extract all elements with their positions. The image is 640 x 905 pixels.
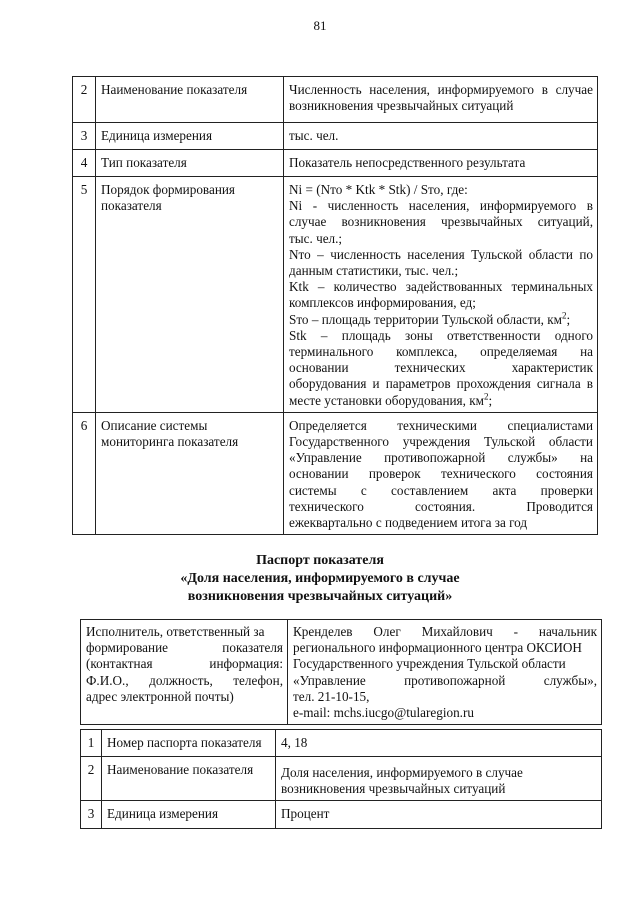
passport-subtitle: «Доля населения, информируемого в случае xyxy=(180,571,460,586)
value-line: Ni - численность населения, информируемого в xyxy=(289,198,593,214)
value-line: возникновения чрезвычайных ситуаций xyxy=(281,781,506,797)
value-line: Определяется техническими специалистами xyxy=(289,417,593,433)
value-line: комплексов информирования, ед; xyxy=(289,295,476,311)
row-label: Наименование показателя xyxy=(102,757,276,801)
value-line: Кренделев Олег Михайлович - начальник xyxy=(293,624,597,639)
passport-title: Паспорт показателя xyxy=(256,553,384,568)
table-row xyxy=(81,757,602,801)
table-row xyxy=(81,801,602,829)
table-row xyxy=(81,620,602,725)
row-label: Наименование показателя xyxy=(96,77,284,123)
value-text: Sто – площадь территории Тульской области, км xyxy=(289,311,562,327)
row-value xyxy=(284,123,598,150)
row-number: 5 xyxy=(73,177,96,413)
value-line: системы с составлением акта проверки xyxy=(289,482,593,498)
value-line: Stk – площадь зоны ответственности одного xyxy=(289,327,593,343)
row-value xyxy=(276,730,602,757)
row-number: 1 xyxy=(81,730,102,757)
table-row xyxy=(81,730,602,757)
value-line: регионального информационного центра ОКСИОН xyxy=(293,640,582,656)
value-line: Ni = (Nто * Ktk * Stk) / Sто, где: xyxy=(289,182,468,197)
value-line: случае возникновения чрезвычайных ситуаций, xyxy=(289,214,593,230)
value-line: 4, 18 xyxy=(281,735,308,750)
value-line: Ktk – количество задействованных терминальных xyxy=(289,279,593,295)
row-value xyxy=(284,77,598,123)
row-number: 2 xyxy=(73,77,96,123)
row-value xyxy=(284,177,598,413)
row-number: 2 xyxy=(81,757,102,801)
value-line: технического состояния. Проводится xyxy=(289,498,593,514)
table-row xyxy=(73,177,598,413)
row-label: Тип показателя xyxy=(96,150,284,177)
value-tail: ; xyxy=(566,311,571,327)
value-line: Доля населения, информируемого в случае xyxy=(281,765,523,780)
value-line: Nто – численность населения Тульской области по xyxy=(289,246,593,262)
value-line: тел. 21-10-15, xyxy=(293,688,370,704)
value-line: Государственного учреждения Тульской области xyxy=(293,656,566,672)
label-line: Ф.И.О., должность, телефон, xyxy=(86,672,283,688)
row-value xyxy=(276,801,602,829)
value-text: месте установки оборудования, км xyxy=(289,392,484,408)
table-row xyxy=(73,77,598,123)
label-line: Исполнитель, ответственный за xyxy=(86,624,265,639)
row-number: 3 xyxy=(81,801,102,829)
row-value xyxy=(284,150,598,177)
value-line: «Управление противопожарной службы» на xyxy=(289,450,593,466)
label-line: формирование показателя xyxy=(86,640,283,656)
row-value xyxy=(276,757,602,801)
passport-subtitle: возникновения чрезвычайных ситуаций» xyxy=(187,589,453,604)
value-line: основании проверок технического состояния xyxy=(289,466,593,482)
superscript: 2 xyxy=(562,310,567,321)
value-line: Процент xyxy=(281,806,330,822)
superscript: 2 xyxy=(483,391,489,402)
executor-table xyxy=(80,619,602,725)
label-line: адрес электронной почты) xyxy=(86,688,234,704)
executor-label xyxy=(81,620,288,725)
row-label: Порядок формирования показателя xyxy=(96,177,284,413)
executor-value xyxy=(288,620,602,725)
value-line: «Управление противопожарной службы», xyxy=(293,672,597,688)
row-label: Единица измерения xyxy=(102,801,276,829)
value-line: тыс. чел.; xyxy=(289,230,343,246)
row-number: 3 xyxy=(73,123,96,150)
row-label: Единица измерения xyxy=(96,123,284,150)
row-number: 4 xyxy=(73,150,96,177)
row-number: 6 xyxy=(73,412,96,534)
value-line: данным статистики, тыс. чел.; xyxy=(289,263,459,279)
value-line: терминального комплекса, определяемая на xyxy=(289,344,593,360)
value-line: Показатель непосредственного результата xyxy=(289,155,526,170)
row-label: Описание системы мониторинга показателя xyxy=(96,412,284,534)
table-row xyxy=(73,123,598,150)
row-label: Номер паспорта показателя xyxy=(102,730,276,757)
executor-email: e-mail: mchs.iucgo@tularegion.ru xyxy=(293,705,474,721)
indicator-passport-table xyxy=(80,729,602,829)
value-line xyxy=(289,393,593,409)
value-line: тыс. чел. xyxy=(289,128,339,143)
table-row xyxy=(73,412,598,534)
row-value xyxy=(284,412,598,534)
label-line: (контактная информация: xyxy=(86,656,283,672)
value-line: оборудования и параметров прохождения сигнала в xyxy=(289,376,593,392)
value-line: возникновения чрезвычайных ситуаций xyxy=(289,98,514,114)
table-row xyxy=(73,150,598,177)
value-line: Численность населения, информируемого в случае xyxy=(289,82,593,97)
page-number: 81 xyxy=(313,18,327,33)
indicator-table-continued xyxy=(72,76,598,535)
value-line: ежеквартально с подведением итога за год xyxy=(289,515,528,531)
value-tail: ; xyxy=(488,392,493,408)
value-line xyxy=(289,312,593,328)
value-line: основании технических характеристик xyxy=(289,360,593,376)
value-line: Государственного учреждения Тульской области xyxy=(289,434,593,450)
